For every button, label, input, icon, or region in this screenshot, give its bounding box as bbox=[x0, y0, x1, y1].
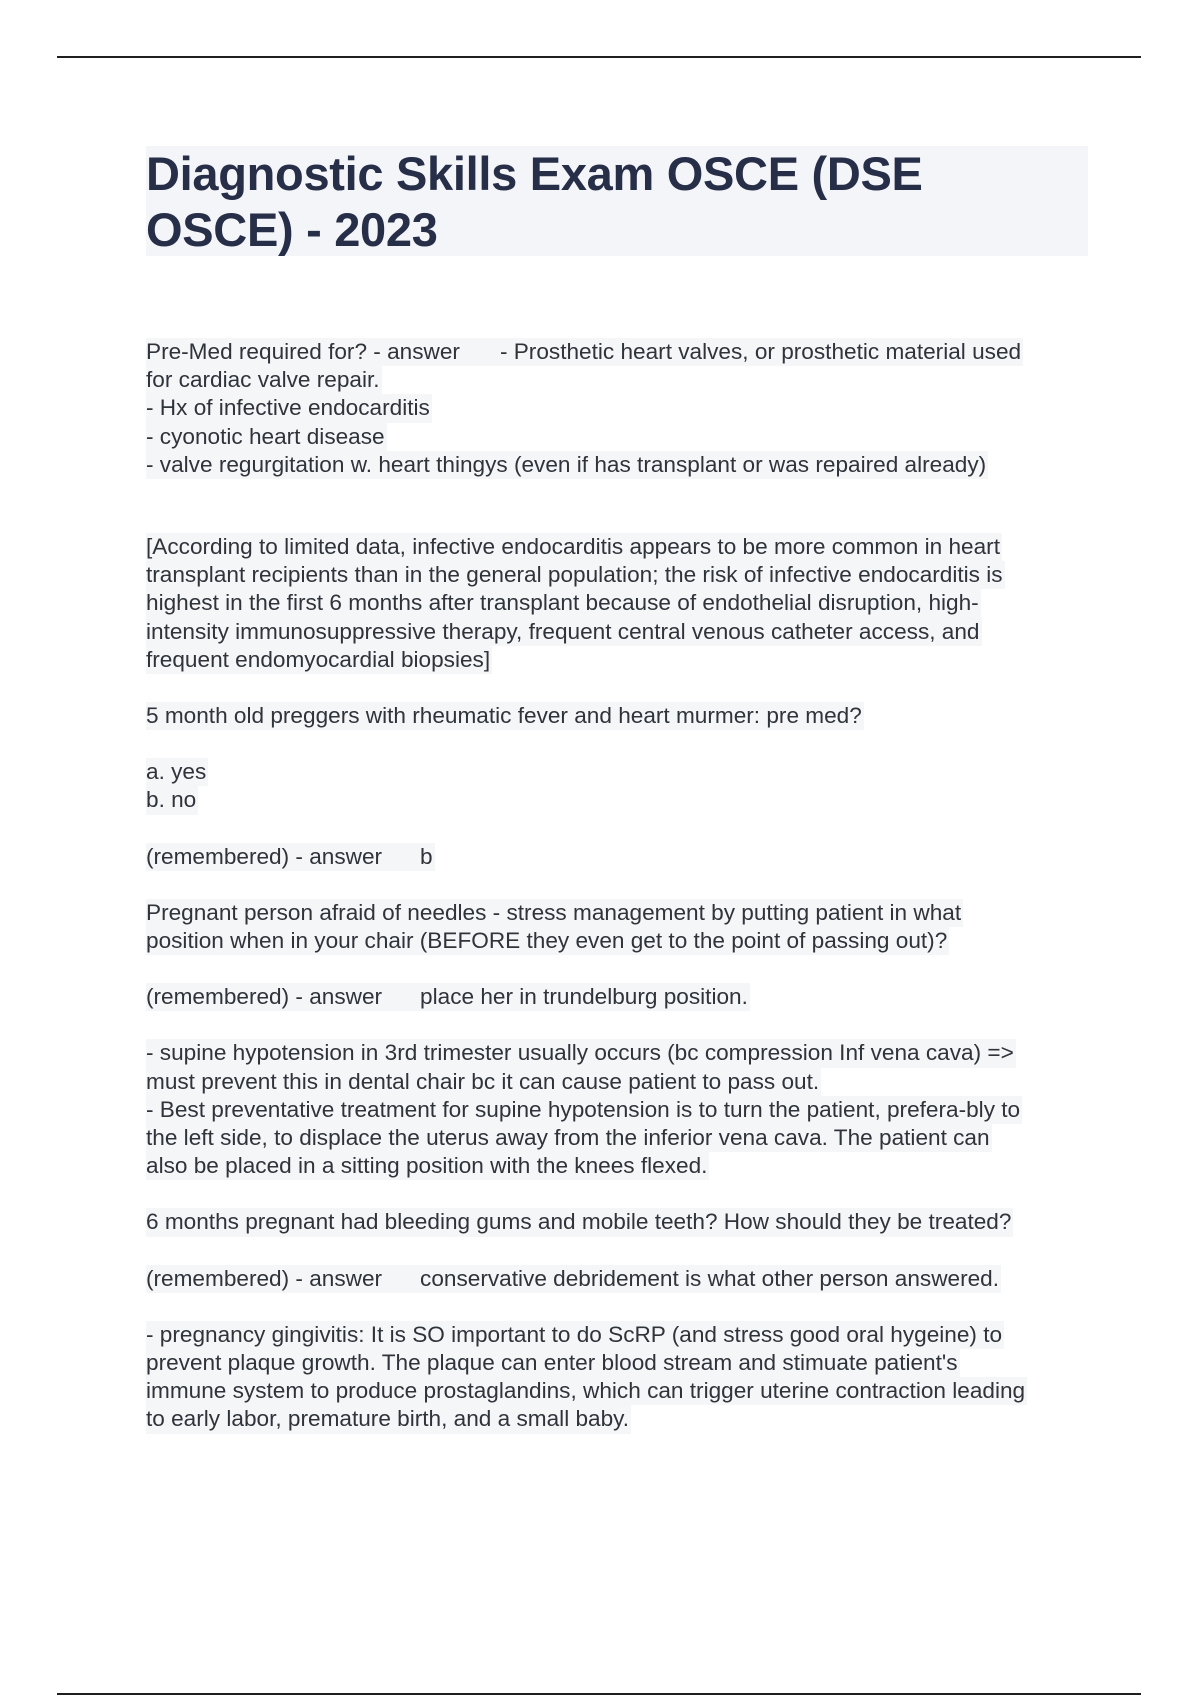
question-text: Pre-Med required for? - answer bbox=[146, 339, 460, 364]
note-line: highest in the first 6 months after transplant because of endothelial disruption, high- bbox=[146, 589, 981, 617]
answer-prefix: (remembered) - answer bbox=[146, 1265, 383, 1291]
note-line: immune system to produce prostaglandins, which can trigger uterine contraction leading bbox=[146, 1377, 1027, 1405]
note-line: - Best preventative treatment for supine hypotension is to turn the patient, prefera-bly to bbox=[146, 1096, 1022, 1124]
question-text: Pregnant person afraid of needles - stress management by putting patient in what bbox=[146, 899, 963, 927]
note-line: [According to limited data, infective endocarditis appears to be more common in heart bbox=[146, 533, 1002, 561]
page-title bbox=[146, 146, 1088, 258]
answer-text: place her in trundelburg position. bbox=[420, 984, 748, 1010]
bottom-rule bbox=[57, 1693, 1141, 1695]
title-line-2: OSCE) - 2023 bbox=[146, 203, 438, 256]
answer-text: - Prosthetic heart valves, or prosthetic material used bbox=[499, 339, 1022, 364]
answer-line: - Hx of infective endocarditis bbox=[146, 394, 432, 422]
question-bleeding-gums bbox=[146, 1208, 1096, 1292]
question-text: position when in your chair (BEFORE they even get to the point of passing out)? bbox=[146, 927, 949, 955]
option-b: b. no bbox=[146, 786, 198, 814]
note-line: the left side, to displace the uterus away from the inferior vena cava. The patient can bbox=[146, 1124, 992, 1152]
note-line: must prevent this in dental chair bc it can cause patient to pass out. bbox=[146, 1068, 821, 1096]
title-line-1: Diagnostic Skills Exam OSCE (DSE bbox=[146, 147, 923, 200]
top-rule bbox=[57, 56, 1141, 58]
answer-line bbox=[146, 983, 750, 1011]
question-rheumatic-fever bbox=[146, 702, 1096, 871]
answer-line bbox=[146, 843, 435, 871]
note-pregnancy-gingivitis bbox=[146, 1321, 1096, 1434]
answer-text: b bbox=[420, 843, 433, 869]
answer-prefix: (remembered) - answer bbox=[146, 843, 383, 869]
document-body bbox=[146, 338, 1096, 1434]
note-line: frequent endomyocardial biopsies] bbox=[146, 646, 492, 674]
note-supine-hypotension bbox=[146, 1039, 1096, 1180]
note-endocarditis bbox=[146, 533, 1096, 674]
answer-line: - valve regurgitation w. heart thingys (even if has transplant or was repaired already) bbox=[146, 451, 988, 479]
question-needle-fear bbox=[146, 899, 1096, 1012]
answer-text: conservative debridement is what other person answered. bbox=[420, 1265, 1000, 1291]
note-line: intensity immunosuppressive therapy, frequent central venous catheter access, and bbox=[146, 618, 982, 646]
answer-prefix: (remembered) - answer bbox=[146, 984, 383, 1010]
note-line: prevent plaque growth. The plaque can enter blood stream and stimuate patient's bbox=[146, 1349, 960, 1377]
question-text: 5 month old preggers with rheumatic fever and heart murmer: pre med? bbox=[146, 702, 864, 730]
note-line: - pregnancy gingivitis: It is SO important to do ScRP (and stress good oral hygeine) to bbox=[146, 1321, 1004, 1349]
question-text: 6 months pregnant had bleeding gums and mobile teeth? How should they be treated? bbox=[146, 1208, 1013, 1236]
answer-line: for cardiac valve repair. bbox=[146, 366, 382, 394]
note-line: to early labor, premature birth, and a small baby. bbox=[146, 1405, 631, 1433]
note-line: also be placed in a sitting position with the knees flexed. bbox=[146, 1152, 709, 1180]
note-line: transplant recipients than in the general population; the risk of infective endocarditis is bbox=[146, 561, 1005, 589]
question-premed bbox=[146, 338, 1096, 479]
title-block bbox=[146, 146, 1088, 256]
option-a: a. yes bbox=[146, 758, 208, 786]
answer-line bbox=[146, 1265, 1001, 1293]
question-line bbox=[146, 338, 1023, 366]
answer-line: - cyonotic heart disease bbox=[146, 423, 387, 451]
note-line: - supine hypotension in 3rd trimester usually occurs (bc compression Inf vena cava) => bbox=[146, 1039, 1016, 1067]
